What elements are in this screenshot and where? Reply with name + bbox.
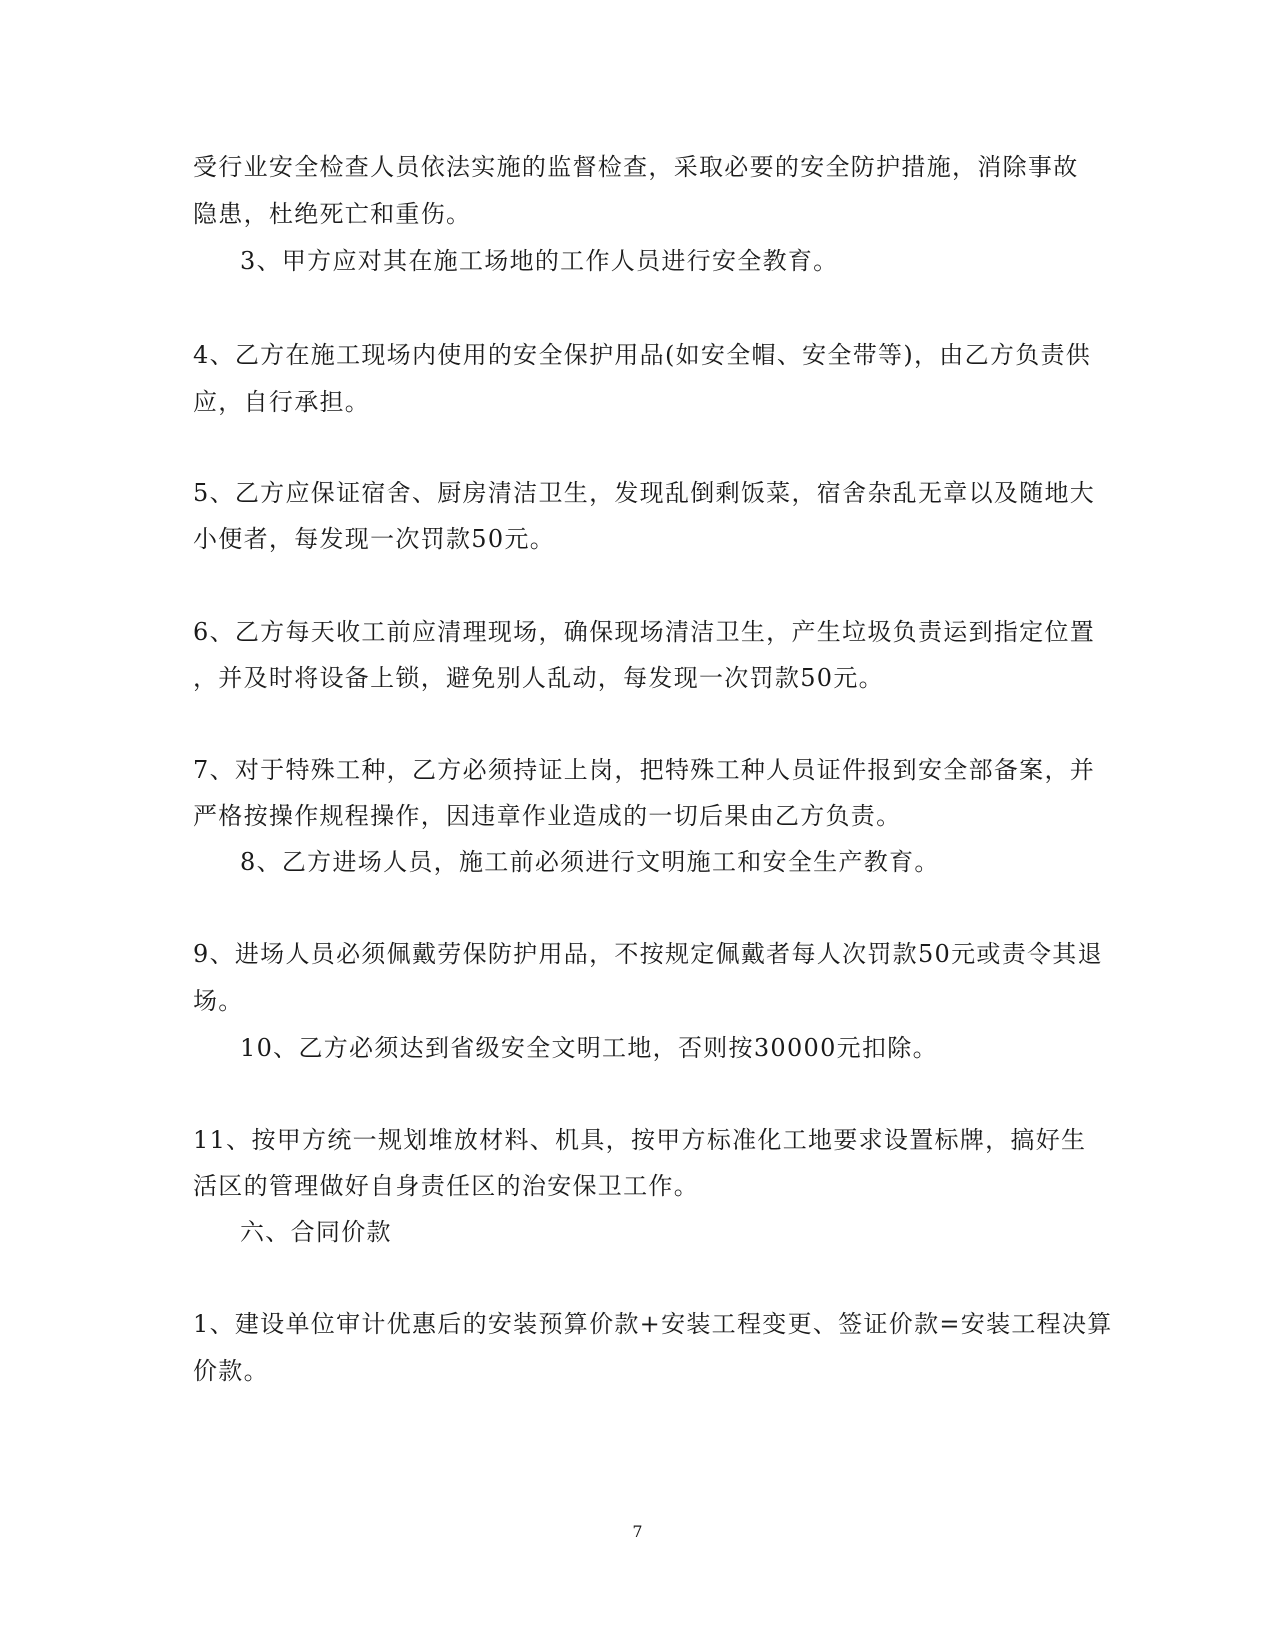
- text-line: 价款。: [193, 1357, 269, 1385]
- text-line: 9、进场人员必须佩戴劳保防护用品，不按规定佩戴者每人次罚款50元或责令其退: [193, 940, 1103, 968]
- text-line: 8、乙方进场人员，施工前必须进行文明施工和安全生产教育。: [240, 848, 940, 876]
- text-line: 隐患，杜绝死亡和重伤。: [193, 200, 472, 228]
- text-line: 10、乙方必须达到省级安全文明工地，否则按30000元扣除。: [240, 1034, 938, 1062]
- text-line: 5、乙方应保证宿舍、厨房清洁卫生，发现乱倒剩饭菜，宿舍杂乱无章以及随地大: [193, 479, 1096, 507]
- text-line: ，并及时将设备上锁，避免别人乱动，每发现一次罚款50元。: [193, 664, 884, 692]
- text-line: 应，自行承担。: [193, 388, 371, 416]
- page-number: 7: [632, 1522, 643, 1541]
- text-line: 11、按甲方统一规划堆放材料、机具，按甲方标准化工地要求设置标牌，搞好生: [193, 1126, 1087, 1154]
- text-line: 3、甲方应对其在施工场地的工作人员进行安全教育。: [240, 247, 839, 275]
- text-line: 4、乙方在施工现场内使用的安全保护用品(如安全帽、安全带等)，由乙方负责供: [193, 341, 1092, 369]
- section-heading: 六、合同价款: [240, 1218, 392, 1246]
- text-line: 活区的管理做好自身责任区的治安保卫工作。: [193, 1172, 699, 1200]
- text-line: 1、建设单位审计优惠后的安装预算价款+安装工程变更、签证价款=安装工程决算: [193, 1310, 1113, 1338]
- text-line: 7、对于特殊工种，乙方必须持证上岗，把特殊工种人员证件报到安全部备案，并: [193, 756, 1096, 784]
- text-line: 场。: [193, 987, 244, 1015]
- text-line: 小便者，每发现一次罚款50元。: [193, 525, 556, 553]
- text-line: 受行业安全检查人员依法实施的监督检查，采取必要的安全防护措施，消除事故: [193, 153, 1079, 181]
- text-line: 6、乙方每天收工前应清理现场，确保现场清洁卫生，产生垃圾负责运到指定位置: [193, 618, 1096, 646]
- text-line: 严格按操作规程操作，因违章作业造成的一切后果由乙方负责。: [193, 802, 902, 830]
